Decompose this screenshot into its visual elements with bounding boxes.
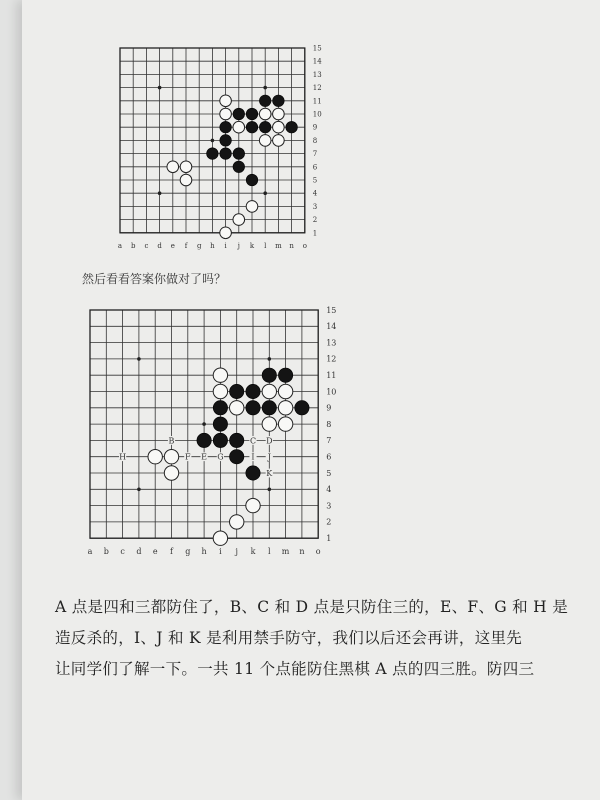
black-stone xyxy=(230,433,244,447)
column-label: a xyxy=(87,547,93,557)
marker-e: E xyxy=(201,452,208,462)
white-stone xyxy=(278,417,292,431)
column-label: m xyxy=(275,241,282,250)
white-stone xyxy=(233,121,245,133)
row-label: 4 xyxy=(326,485,332,495)
row-label: 11 xyxy=(312,97,322,106)
white-stone xyxy=(273,108,285,120)
white-stone xyxy=(180,161,192,173)
black-stone xyxy=(259,95,271,107)
row-label: 1 xyxy=(312,229,318,238)
paragraph-line-3: 让同学们了解一下。一共 11 个点能防住黑棋 A 点的四三胜。防四三 xyxy=(55,660,535,678)
black-stone xyxy=(278,368,292,382)
white-stone xyxy=(180,174,192,186)
marker-h: H xyxy=(119,452,127,462)
white-stone xyxy=(262,384,276,398)
row-label: 8 xyxy=(326,419,332,429)
row-label: 5 xyxy=(326,468,332,478)
caption-check-answer: 然后看看答案你做对了吗？ xyxy=(82,272,227,286)
row-label: 2 xyxy=(312,216,318,225)
white-stone xyxy=(259,108,271,120)
row-label: 12 xyxy=(312,84,322,93)
row-label: 14 xyxy=(312,57,322,66)
column-label: j xyxy=(237,241,240,250)
white-stone xyxy=(230,515,244,529)
white-stone xyxy=(246,498,260,512)
row-label: 15 xyxy=(326,305,337,315)
column-label: i xyxy=(219,547,222,557)
row-label: 13 xyxy=(312,70,322,79)
star-point xyxy=(137,488,141,492)
row-label: 3 xyxy=(326,501,332,511)
star-point xyxy=(158,191,162,195)
column-label: n xyxy=(289,241,294,250)
marker-f: F xyxy=(185,452,191,462)
black-stone xyxy=(233,161,245,173)
star-point xyxy=(268,488,272,492)
row-label: 3 xyxy=(312,202,318,211)
column-label: k xyxy=(249,241,255,250)
white-stone xyxy=(148,450,162,464)
row-label: 8 xyxy=(312,136,318,145)
row-label: 7 xyxy=(312,150,318,159)
column-label: i xyxy=(224,241,227,250)
column-label: e xyxy=(170,241,175,250)
black-stone xyxy=(230,384,244,398)
column-label: c xyxy=(120,547,125,557)
marker-d: D xyxy=(266,436,273,446)
column-label: m xyxy=(281,547,290,557)
black-stone xyxy=(295,401,309,415)
column-label: b xyxy=(103,547,109,557)
white-stone xyxy=(233,214,245,226)
column-label: h xyxy=(201,547,207,557)
black-stone xyxy=(246,121,258,133)
black-stone xyxy=(246,466,260,480)
white-stone xyxy=(273,121,285,133)
paragraph-line-1: A 点是四和三都防住了，B、C 和 D 点是只防住三的，E、F、G 和 H 是 xyxy=(55,598,569,616)
marker-j: J xyxy=(267,452,271,462)
black-stone xyxy=(246,384,260,398)
star-point xyxy=(263,86,267,90)
row-label: 14 xyxy=(326,322,337,332)
column-label: f xyxy=(184,241,188,250)
white-stone xyxy=(278,401,292,415)
column-label: o xyxy=(315,547,321,557)
black-stone xyxy=(207,148,219,160)
row-label: 15 xyxy=(312,44,322,53)
black-stone xyxy=(246,401,260,415)
gomoku-board-puzzle xyxy=(100,40,340,250)
column-label: a xyxy=(117,241,123,250)
white-stone xyxy=(220,227,232,239)
black-stone xyxy=(286,121,298,133)
white-stone xyxy=(262,417,276,431)
star-point xyxy=(137,357,141,361)
black-stone xyxy=(213,433,227,447)
marker-i: I xyxy=(251,452,255,462)
white-stone xyxy=(273,135,285,147)
black-stone xyxy=(220,121,232,133)
black-stone xyxy=(246,174,258,186)
white-stone xyxy=(220,95,232,107)
row-label: 4 xyxy=(312,189,318,198)
row-label: 11 xyxy=(326,371,337,380)
white-stone xyxy=(213,531,227,545)
column-label: l xyxy=(268,547,271,557)
black-stone xyxy=(213,417,227,431)
marker-k: K xyxy=(266,468,273,478)
row-label: 6 xyxy=(326,452,332,462)
black-stone xyxy=(213,401,227,415)
row-label: 10 xyxy=(326,387,337,397)
white-stone xyxy=(246,201,258,213)
white-stone xyxy=(220,108,232,120)
black-stone xyxy=(233,108,245,120)
column-label: d xyxy=(136,547,142,557)
black-stone xyxy=(246,108,258,120)
row-label: 12 xyxy=(326,354,337,364)
column-label: e xyxy=(152,547,158,557)
column-label: k xyxy=(250,547,256,557)
column-label: n xyxy=(299,547,305,557)
star-point xyxy=(263,191,267,195)
gomoku-board-answer xyxy=(70,300,350,570)
column-label: g xyxy=(196,241,202,250)
white-stone xyxy=(259,135,271,147)
black-stone xyxy=(259,121,271,133)
column-label: j xyxy=(235,547,238,557)
star-point xyxy=(158,86,162,90)
column-label: c xyxy=(144,241,149,250)
white-stone xyxy=(164,466,178,480)
black-stone xyxy=(233,148,245,160)
column-label: g xyxy=(185,547,191,557)
paragraph-line-2: 造反杀的，I、J 和 K 是利用禁手防守，我们以后还会再讲，这里先 xyxy=(55,629,523,647)
explanation-paragraph xyxy=(55,592,575,685)
star-point xyxy=(268,357,272,361)
black-stone xyxy=(273,95,285,107)
row-label: 6 xyxy=(312,163,318,172)
white-stone xyxy=(164,450,178,464)
white-stone xyxy=(230,401,244,415)
row-label: 5 xyxy=(312,176,318,185)
column-label: h xyxy=(210,241,215,250)
black-stone xyxy=(262,401,276,415)
column-label: l xyxy=(264,241,267,250)
white-stone xyxy=(278,384,292,398)
row-label: 13 xyxy=(326,338,337,348)
white-stone xyxy=(167,161,179,173)
column-label: b xyxy=(130,241,136,250)
black-stone xyxy=(220,135,232,147)
star-point xyxy=(202,422,206,426)
marker-c: C xyxy=(249,436,257,446)
black-stone xyxy=(262,368,276,382)
black-stone xyxy=(220,148,232,160)
star-point xyxy=(211,139,215,143)
row-label: 9 xyxy=(312,123,318,132)
row-label: 2 xyxy=(326,517,332,527)
marker-b: B xyxy=(168,436,175,446)
white-stone xyxy=(213,384,227,398)
column-label: o xyxy=(302,241,307,250)
row-label: 7 xyxy=(326,436,332,446)
marker-g: G xyxy=(217,452,224,462)
column-label: d xyxy=(157,241,162,250)
white-stone xyxy=(213,368,227,382)
row-label: 9 xyxy=(326,403,332,413)
black-stone xyxy=(197,433,211,447)
row-label: 1 xyxy=(326,534,332,543)
row-label: 10 xyxy=(312,110,322,119)
column-label: f xyxy=(170,547,173,557)
black-stone xyxy=(230,450,244,464)
